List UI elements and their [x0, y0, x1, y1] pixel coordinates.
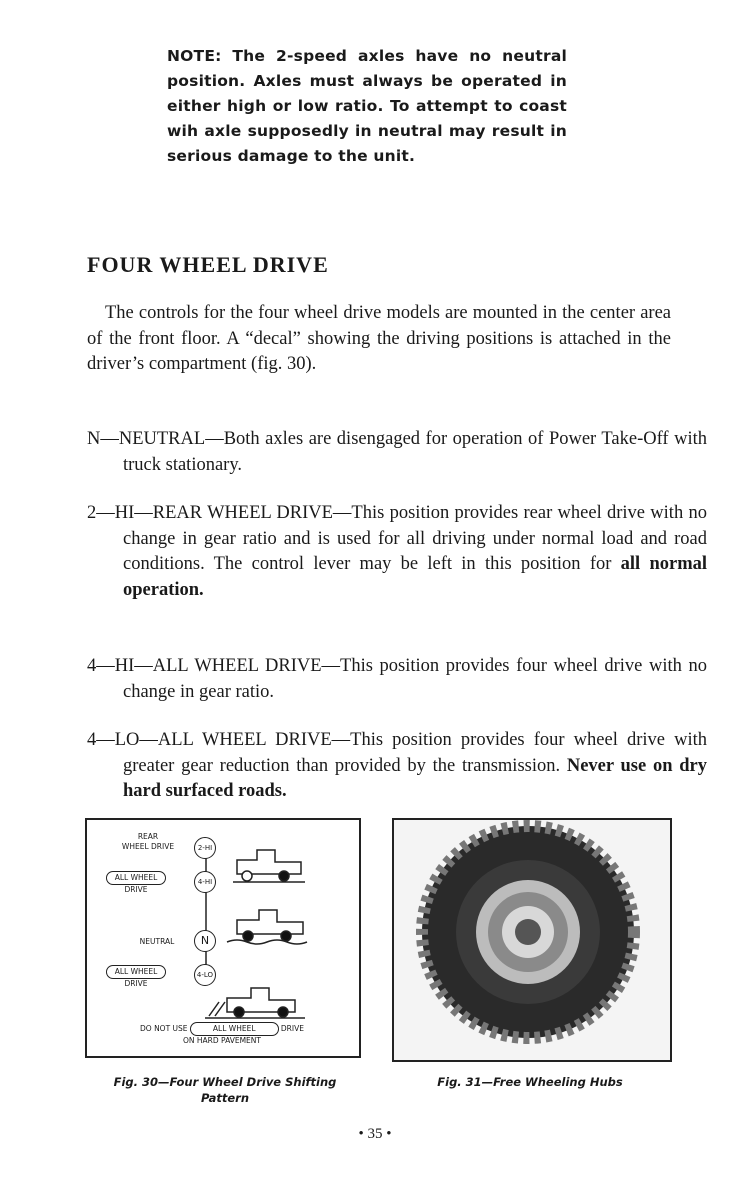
figure-shift-pattern — [85, 818, 361, 1058]
item-neutral — [87, 427, 707, 478]
neutral-label: NEUTRAL — [139, 937, 175, 946]
all-wheel-drive-label: ALL WHEEL DRIVE — [91, 965, 181, 989]
page-number: • 35 • — [358, 1126, 392, 1142]
all-wheel-drive-label: ALL WHEEL DRIVE — [91, 871, 181, 895]
item-bold: all normal operation. — [123, 554, 707, 600]
item-4lo — [87, 728, 707, 805]
item-term: 4—LO—ALL WHEEL DRIVE — [87, 730, 332, 750]
truck-icon — [205, 850, 307, 1018]
position-2hi: 2-HI — [194, 837, 216, 859]
position-n: N — [194, 930, 216, 952]
item-2hi — [87, 501, 707, 603]
figure-free-wheeling-hubs — [392, 818, 672, 1062]
section-heading: FOUR WHEEL DRIVE — [87, 252, 329, 277]
tire-photo — [394, 820, 670, 1060]
intro-paragraph: The controls for the four wheel drive models are mounted in the center area of the front floor. A “decal” showing the driving positions is attached in the driver’s compartment (fig. 30). — [87, 303, 671, 374]
figure-30-caption: Fig. 30—Four Wheel Drive Shifting Pattern — [113, 1075, 337, 1105]
item-term: N—NEUTRAL — [87, 429, 206, 449]
item-text: —Both axles are disengaged for operation of Power Take-Off with truck stationary. — [123, 429, 707, 475]
item-text: —This position provides four wheel drive with greater gear reduction than provided by the transmission. — [123, 730, 707, 776]
note-block: NOTE: The 2-speed axles have no neutral position. Axles must always be operated in either high or low ratio. To attempt to coast wih axle supposedly in neutral may result in serious damage to the unit. — [167, 47, 567, 165]
item-bold: Never use on dry hard surfaced roads. — [123, 755, 707, 801]
item-term: 4—HI—ALL WHEEL DRIVE — [87, 656, 322, 676]
position-4lo: 4-LO — [194, 964, 216, 986]
figure-31-caption: Fig. 31—Free Wheeling Hubs — [437, 1075, 623, 1089]
hard-pavement-warning: DO NOT USE ALL WHEEL DRIVE ON HARD PAVEMENT — [140, 1024, 304, 1045]
item-term: 2—HI—REAR WHEEL DRIVE — [87, 503, 333, 523]
rear-wheel-drive-label: REAR WHEEL DRIVE — [121, 832, 175, 851]
item-text: —This position provides four wheel drive with no change in gear ratio. — [123, 656, 707, 702]
item-text: —This position provides rear wheel drive with no change in gear ratio and is used for all driving under normal load and road conditions. The control lever may be left in this position for — [123, 503, 707, 574]
item-4hi — [87, 654, 707, 705]
position-4hi: 4-HI — [194, 871, 216, 893]
